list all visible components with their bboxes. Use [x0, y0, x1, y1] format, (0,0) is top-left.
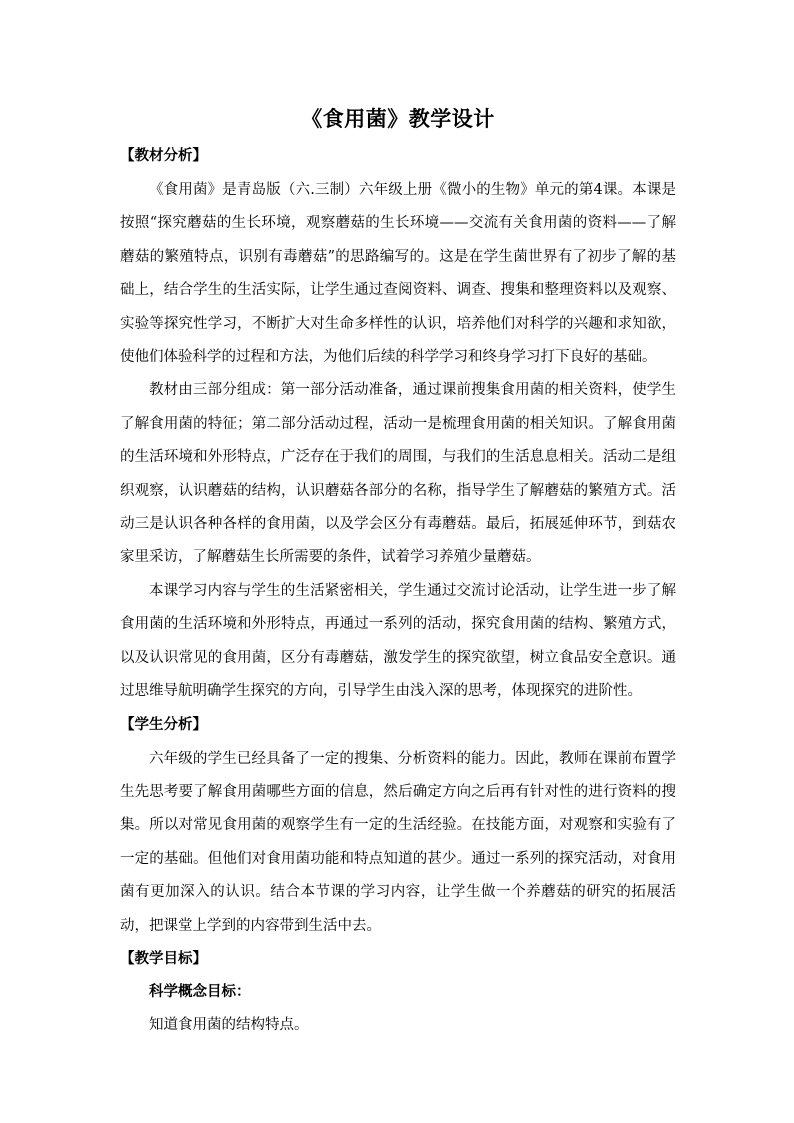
section-student-analysis — [120, 713, 676, 943]
subheading-science-concept-goals: 科学概念目标： — [149, 982, 251, 1000]
section-heading-student-analysis: 【学生分析】 — [120, 715, 207, 733]
paragraph: 知道食用菌的结构特点。 — [149, 1016, 309, 1033]
paragraph: 《食用菌》是青岛版（六.三制）六年级上册《微小的生物》单元的第4课。本课是按照“探究蘑菇的生长环境，观察蘑菇的生长环境——交流有关食用菌的资料——了解蘑菇的繁殖特点，识别有毒蘑菇”的思路编写的。这是在学生菌世界有了初步了解的基础上，结合学生的生活实际，让学生通过查阅资料、调查、搜集和整理资料以及观察、实验等探究性学习，不断扩大对生命多样性的认识，培养他们对科学的兴趣和求知欲，使他们体验科学的过程和方法，为他们后续的科学学习和终身学习打下良好的基础。 — [120, 182, 676, 366]
section-heading-teaching-goals: 【教学目标】 — [120, 949, 207, 967]
paragraph: 教材由三部分组成：第一部分活动准备，通过课前搜集食用菌的相关资料，使学生了解食用菌的特征；第二部分活动过程，活动一是梳理食用菌的相关知识。了解食用菌的生活环境和外形特点，广泛存在于我们的周围，与我们的生活息息相关。活动二是组织观察，认识蘑菇的结构，认识蘑菇各部分的名称，指导学生了解蘑菇的繁殖方式。活动三是认识各种各样的食用菌，以及学会区分有毒蘑菇。最后，拓展延伸环节，到菇农家里采访，了解蘑菇生长所需要的条件，试着学习养殖少量蘑菇。 — [120, 382, 676, 566]
document-title: 《食用菌》教学设计 — [301, 106, 495, 131]
section-heading-textbook-analysis: 【教材分析】 — [120, 147, 207, 164]
section-teaching-goals — [120, 947, 676, 1042]
section-textbook-analysis — [120, 144, 676, 709]
paragraph: 六年级的学生已经具备了一定的搜集、分析资料的能力。因此，教师在课前布置学生先思考要了解食用菌哪些方面的信息，然后确定方向之后再有针对性的进行资料的搜集。所以对常见食用菌的观察学生有一定的生活经验。在技能方面，对观察和实验有了一定的基础。但他们对食用菌功能和特点知道的甚少。通过一系列的探究活动，对食用菌有更加深入的认识。结合本节课的学习内容，让学生做一个养蘑菇的研究的拓展活动，把课堂上学到的内容带到生活中去。 — [120, 750, 676, 934]
document-page — [120, 104, 676, 1042]
paragraph: 本课学习内容与学生的生活紧密相关，学生通过交流讨论活动，让学生进一步了解食用菌的生活环境和外形特点，再通过一系列的活动，探究食用菌的结构、繁殖方式，以及认识常见的食用菌，区分有毒蘑菇，激发学生的探究欲望，树立食品安全意识。通过思维导航明确学生探究的方向，引导学生由浅入深的思考，体现探究的进阶性。 — [120, 582, 676, 700]
